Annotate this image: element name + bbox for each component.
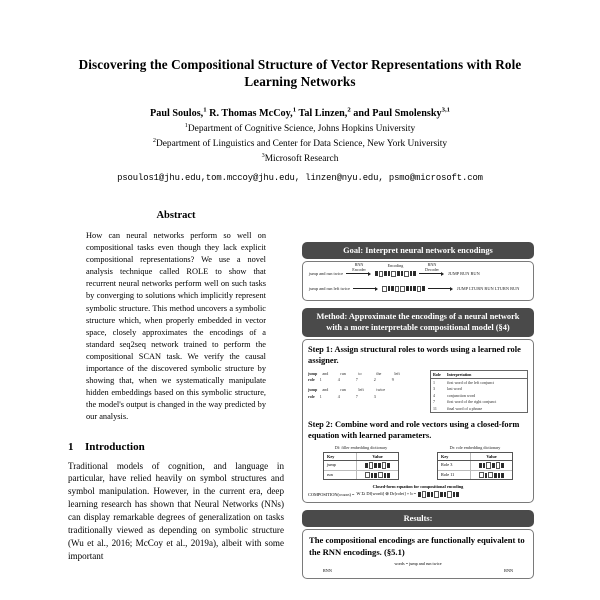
author-sup-3: 3,1 xyxy=(441,106,450,114)
role-desc-2: conjunction word xyxy=(447,392,476,398)
method-panel-header: Method: Approximate the encodings of a neural network with a more interpretable compositional model (§4) xyxy=(302,308,534,336)
role-desc-3: first word of the right conjunct xyxy=(447,399,497,405)
filler-dictionary-table xyxy=(323,452,399,481)
affiliation-sup-2: 2 xyxy=(152,136,156,144)
role-desc-0: first word of the left conjunct xyxy=(447,379,494,385)
encoder-arrow-label xyxy=(352,263,366,272)
filler-value-0 xyxy=(357,461,398,470)
role-id-0: 1 xyxy=(433,379,435,385)
w-0-1: and xyxy=(322,371,329,377)
goal-diagram-row-2 xyxy=(309,285,527,292)
author-name-3: and Paul Smolensky xyxy=(353,107,442,119)
affiliation-text-1: Department of Cognitive Science, Johns Hopkins University xyxy=(187,123,416,134)
encoding-label: Encoding xyxy=(387,262,404,268)
filler-key-1: run xyxy=(324,471,357,480)
role-table-col-interpretation: Interpretation xyxy=(447,371,472,377)
r-1-4: 3 xyxy=(373,393,376,399)
role-dictionary xyxy=(437,445,513,481)
r-1-3: 7 xyxy=(355,393,358,399)
role-id-4: 11 xyxy=(433,405,437,411)
step1-role-assignment xyxy=(308,370,424,401)
role-key-0: Role 3 xyxy=(438,461,471,470)
table-row xyxy=(324,461,398,471)
abstract-body: How can neural networks perform so well on compositional tasks even though they lack explicit compositional representations? We use a novel analysis technique called ROLE to show that recurrent neural networks perform well on such tasks by converging to solutions which implicitly represent symbolic structure. This method uncovers a symbolic structure which, when properly embedded in vector space, closely approximates the encodings of a standard seq2seq network trained to perform the compositional SCAN task. We verify the causal importance of the discovered symbolic structure by showing that, when we systematically manipulate hidden embeddings based on this symbolic structure, the model's output is changed in the way predicted by our analysis. xyxy=(86,231,266,422)
w-1-1: and xyxy=(322,387,329,393)
encoder-arrow-2 xyxy=(353,285,379,292)
left-column xyxy=(68,198,284,563)
role-dict-header xyxy=(438,453,512,461)
table-row xyxy=(431,398,527,405)
section-number: 1 xyxy=(68,440,74,453)
abstract-heading: Abstract xyxy=(156,210,196,221)
filler-dictionary-caption: Df: filler embedding dictionary xyxy=(334,444,388,450)
role-vector-0 xyxy=(479,462,504,468)
step1-words-row-2 xyxy=(308,387,424,392)
role-key-1: Role 11 xyxy=(438,471,471,480)
affiliation-1 xyxy=(0,121,600,136)
equation-caption: Closed-form equation for compositional encoding xyxy=(372,484,464,490)
decoder-arrow xyxy=(419,262,445,277)
table-row xyxy=(431,392,527,399)
affiliation-text-2: Department of Linguistics and Center for Data Science, New York University xyxy=(156,138,448,149)
affiliation-3 xyxy=(0,151,600,166)
rnn-label-dec: RNN xyxy=(427,262,437,268)
step1-roles-row-1 xyxy=(308,377,424,382)
r-0-1: 1 xyxy=(319,377,322,383)
goal-panel-header: Goal: Interpret neural network encodings xyxy=(302,242,534,259)
w-1-0: jump xyxy=(308,387,318,393)
r-0-5: 9 xyxy=(391,377,394,383)
role-dictionary-table xyxy=(437,452,513,481)
results-caption: words = jump and run twice xyxy=(394,561,442,567)
results-diagram-labels xyxy=(309,568,527,573)
results-right-label: RNN xyxy=(504,568,513,574)
equation-result-vector xyxy=(418,491,459,497)
body-columns xyxy=(0,198,600,600)
goal-output-2: JUMP LTURN RUN LTURN RUN xyxy=(456,286,520,292)
step1-diagram xyxy=(308,370,528,413)
results-heading: The compositional encodings are functionally equivalent to the RNN encodings. (§5.1) xyxy=(309,534,525,557)
equation-lhs: COMPOSITION(words) = xyxy=(308,491,355,497)
role-id-2: 4 xyxy=(433,392,435,398)
role-id-1: 3 xyxy=(433,386,435,392)
filler-dict-header xyxy=(324,453,398,461)
filler-dict-col-value: Value xyxy=(372,454,383,460)
affiliation-text-3: Microsoft Research xyxy=(264,153,339,164)
decoder-arrow-label xyxy=(425,263,439,272)
affiliation-sup-3: 3 xyxy=(261,151,265,159)
role-dict-col-key: Key xyxy=(438,453,471,460)
author-sup-0: 1 xyxy=(203,106,207,114)
role-table-header xyxy=(431,371,527,379)
filler-key-0: jump xyxy=(324,461,357,470)
table-row xyxy=(438,471,512,480)
r-1-0: role xyxy=(308,393,315,399)
results-panel-header: Results: xyxy=(302,510,534,527)
filler-vector-1 xyxy=(365,472,390,478)
w-1-2: run xyxy=(340,387,346,393)
equation-body: W Σi Df[wordi] ⊗ Dr[rolei] + b = xyxy=(356,491,417,497)
encoder-arrow xyxy=(346,262,372,277)
decoder-label: Decoder xyxy=(425,266,439,272)
step2-heading: Step 2: Combine word and role vectors using a closed-form equation with learned parameters. xyxy=(308,419,520,440)
w-0-4: the xyxy=(376,371,382,377)
author-name-2: Tal Linzen, xyxy=(298,107,348,119)
w-0-5: left xyxy=(394,371,400,377)
author-list xyxy=(0,91,600,121)
author-emails: psoulos1@jhu.edu,tom.mccoy@jhu.edu, linzen@nyu.edu, psmo@microsoft.com xyxy=(117,172,483,183)
table-row xyxy=(324,471,398,480)
role-vector-1 xyxy=(479,472,504,478)
role-id-3: 7 xyxy=(433,399,435,405)
role-value-0 xyxy=(471,461,512,470)
author-sup-2: 2 xyxy=(347,106,351,114)
results-left-label: RNN xyxy=(323,568,332,574)
table-row xyxy=(431,405,527,412)
section-title: Introduction xyxy=(85,440,145,453)
table-row xyxy=(438,461,512,471)
decoder-arrow-2 xyxy=(428,285,454,292)
w-0-3: to xyxy=(358,371,362,377)
encoding-vector-1 xyxy=(375,262,416,277)
author-name-1: R. Thomas McCoy, xyxy=(209,107,293,119)
r-0-0: role xyxy=(308,377,315,383)
step1-roles-row-2 xyxy=(308,394,424,399)
goal-panel-body xyxy=(302,261,534,301)
role-desc-1: last word xyxy=(447,386,462,392)
right-column-figure xyxy=(302,242,534,586)
r-1-2: 4 xyxy=(337,393,340,399)
step1-words-row-1 xyxy=(308,371,424,376)
r-0-2: 4 xyxy=(337,377,340,383)
author-name-0: Paul Soulos, xyxy=(150,107,204,119)
goal-input-1: jump and run twice xyxy=(309,271,344,277)
goal-panel xyxy=(302,242,534,301)
filler-vector-0 xyxy=(365,462,390,468)
role-dictionary-caption: Dr: role embedding dictionary xyxy=(449,444,501,450)
goal-input-2: jump and run left twice xyxy=(309,286,350,292)
role-table-col-role: Role xyxy=(433,371,441,377)
goal-diagram-row-1 xyxy=(309,262,527,277)
results-panel-body xyxy=(302,529,534,580)
role-desc-4: final word of a phrase xyxy=(447,405,483,411)
table-row xyxy=(431,379,527,386)
step1-heading: Step 1: Assign structural roles to words using a learned role assigner. xyxy=(308,344,521,365)
encoding-vector-2 xyxy=(382,286,425,292)
filler-value-1 xyxy=(357,471,398,480)
composition-equation xyxy=(308,491,528,497)
role-dict-col-value: Value xyxy=(486,454,497,460)
role-interpretation-table xyxy=(430,370,528,413)
method-panel-body xyxy=(302,339,534,503)
encoder-label: Encoder xyxy=(352,266,366,272)
results-panel xyxy=(302,510,534,580)
rnn-label-enc: RNN xyxy=(354,262,364,268)
table-row xyxy=(431,385,527,392)
r-1-1: 1 xyxy=(319,393,322,399)
step2-dictionaries xyxy=(308,445,528,481)
w-0-2: run xyxy=(340,371,346,377)
w-1-3: left xyxy=(358,387,364,393)
filler-dict-col-key: Key xyxy=(324,453,357,460)
r-0-3: 7 xyxy=(355,377,358,383)
goal-output-1: JUMP RUN RUN xyxy=(447,271,480,277)
w-1-4: twice xyxy=(376,387,386,393)
method-panel xyxy=(302,308,534,502)
goal-diagram xyxy=(309,262,527,292)
affiliation-sup-1: 1 xyxy=(184,121,188,129)
role-value-1 xyxy=(471,471,512,480)
author-sup-1: 1 xyxy=(292,106,297,114)
page-title: Discovering the Compositional Structure of Vector Representations with Role Learning Networks xyxy=(78,57,522,90)
r-0-4: 2 xyxy=(373,377,376,383)
affiliation-2 xyxy=(0,136,600,151)
filler-dictionary xyxy=(323,445,399,481)
introduction-body: Traditional models of cognition, and language in particular, have relied heavily on symbol structures and symbol manipulation. However, in the current era, deep learning research has shown that Neural Networks (NNs) can display remarkable degrees of generalization on tasks traditionally viewed as depending on symbolic structure (Wu et al., 2016; McCoy et al., 2019a), albeit with some important xyxy=(68,460,284,561)
section-heading-introduction xyxy=(68,441,284,453)
w-0-0: jump xyxy=(308,371,318,377)
